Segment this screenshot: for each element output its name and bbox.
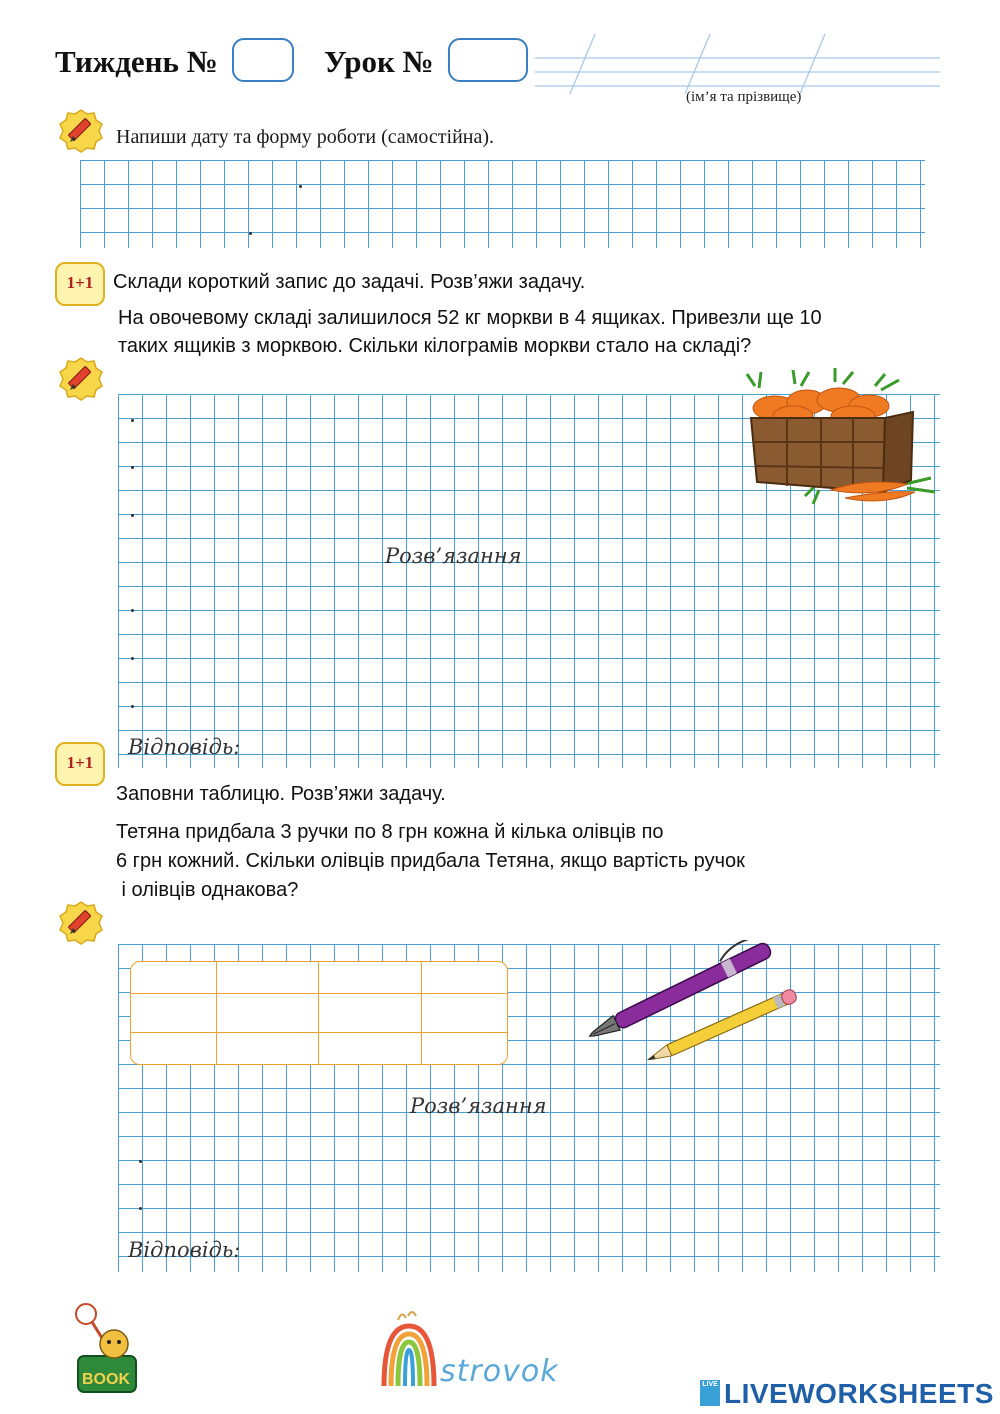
- pencil-badge-icon: [58, 108, 104, 154]
- grid-dot: [131, 657, 134, 660]
- lesson-label: Урок №: [324, 44, 434, 79]
- pencil-badge-icon: [58, 900, 104, 946]
- bookid-logo-icon: [64, 1300, 164, 1396]
- table-cell[interactable]: [131, 962, 216, 994]
- answer-label: Відповідь:: [128, 1238, 241, 1262]
- table-cell[interactable]: [319, 962, 422, 994]
- table-cell[interactable]: [216, 994, 319, 1032]
- ostrovok-rainbow-icon: [378, 1306, 440, 1388]
- math-badge-icon: 1+1: [55, 742, 105, 786]
- solution-label: Розв’язання: [410, 1094, 547, 1118]
- grid-dot: [131, 609, 134, 612]
- svg-text:BOOK: BOOK: [82, 1371, 130, 1388]
- grid-dot: [299, 185, 302, 188]
- task2-problem-line1: На овочевому складі залишилося 52 кг моркви в 4 ящиках. Привезли ще 10: [118, 307, 822, 329]
- task3-problem-line3: і олівців однакова?: [116, 879, 299, 901]
- table-cell[interactable]: [422, 962, 507, 994]
- week-label: Тиждень №: [55, 44, 218, 79]
- week-number-input[interactable]: [232, 38, 294, 82]
- pencil-badge-icon: [58, 356, 104, 402]
- task1-instruction: Напиши дату та форму роботи (самостійна).: [116, 126, 495, 148]
- grid-dot: [139, 1160, 142, 1163]
- live-mark-icon: LIVE: [700, 1380, 720, 1406]
- task3-problem-line2: 6 грн кожний. Скільки олівців придбала Тетяна, якщо вартість ручок: [116, 850, 745, 872]
- answer-label: Відповідь:: [128, 735, 241, 759]
- task1-grid[interactable]: [80, 160, 925, 248]
- carrot-crate-icon: [735, 366, 945, 508]
- lesson-number-input[interactable]: [448, 38, 528, 82]
- grid-dot: [131, 419, 134, 422]
- task3-problem-line1: Тетяна придбала 3 ручки по 8 грн кожна й кілька олівців по: [116, 821, 664, 843]
- pen-pencil-icon: [585, 940, 815, 1060]
- table-cell[interactable]: [422, 1032, 507, 1064]
- ostrovok-logo-text: strovok: [440, 1354, 559, 1389]
- grid-dot: [131, 705, 134, 708]
- table-cell[interactable]: [216, 1032, 319, 1064]
- solution-label: Розв’язання: [385, 544, 522, 568]
- task2-problem-line2: таких ящиків з морквою. Скільки кілограмів моркви стало на складі?: [118, 335, 752, 357]
- grid-dot: [131, 514, 134, 517]
- name-caption: (ім’я та прізвище): [686, 89, 802, 105]
- grid-dot: [249, 232, 252, 235]
- table-cell[interactable]: [422, 994, 507, 1032]
- math-badge-icon: 1+1: [55, 262, 105, 306]
- fill-table: [130, 961, 508, 1065]
- grid-dot: [131, 466, 134, 469]
- task3-instruction: Заповни таблицю. Розв’яжи задачу.: [116, 783, 446, 805]
- table-cell[interactable]: [319, 994, 422, 1032]
- liveworksheets-logo: LIVEWORKSHEETS: [724, 1378, 994, 1409]
- task2-instruction: Склади короткий запис до задачі. Розв’яжи задачу.: [113, 271, 586, 293]
- table-cell[interactable]: [216, 962, 319, 994]
- table-cell[interactable]: [131, 994, 216, 1032]
- grid-dot: [139, 1207, 142, 1210]
- table-cell[interactable]: [319, 1032, 422, 1064]
- table-cell[interactable]: [131, 1032, 216, 1064]
